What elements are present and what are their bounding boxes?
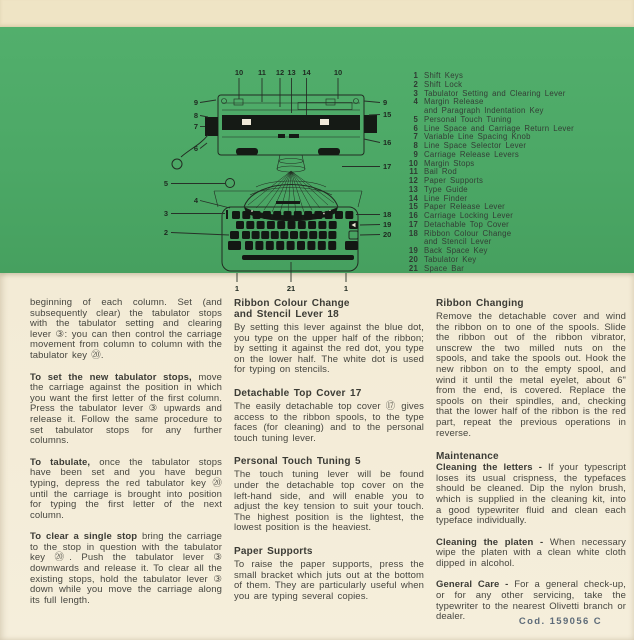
svg-text:9: 9 — [193, 98, 198, 107]
svg-text:7: 7 — [193, 122, 198, 131]
legend-item: 2 Shift Lock — [413, 79, 463, 89]
svg-text:1: 1 — [343, 284, 349, 293]
svg-text:2: 2 — [163, 228, 168, 237]
legend-item: 8 Line Space Selector Lever — [413, 141, 527, 150]
legend-item: 5 Personal Touch Tuning — [413, 114, 512, 124]
svg-text:18: 18 — [383, 210, 392, 219]
legend-item: 20 Tabulator Key — [408, 254, 477, 264]
legend-item: 19 Back Space Key — [408, 246, 488, 255]
legend-item: 1 Shift Keys — [413, 71, 464, 80]
svg-text:5: 5 — [163, 179, 168, 188]
legend-item: 3 Tabulator Setting and Clearing Lever — [413, 88, 566, 98]
paragraph-cleaning-letters: Cleaning the letters - If your typescript loses its usual crispness, the typefaces should be cleaned. Dip the nylon brush, which is supplied in the cleaning kit, into a good typewriter fluid and clean each typeface individually. — [436, 462, 626, 527]
svg-text:4: 4 — [193, 196, 198, 205]
keyboard — [214, 191, 362, 271]
legend-item: 16 Carriage Locking Lever — [408, 211, 514, 220]
legend-item: 17 Detachable Top Cover — [408, 219, 510, 229]
column-tabulator — [30, 298, 222, 617]
legend-item: and Paragraph Indentation Key — [424, 106, 544, 115]
paragraph-paper-supports: To raise the paper supports, press the small bracket which juts out at the bottom of them. They are particularly useful when you are typing several copies. — [234, 558, 424, 602]
legend-item: 18 Ribbon Colour Change — [408, 228, 512, 238]
svg-text:21: 21 — [286, 284, 296, 293]
heading-maintenance: Maintenance — [436, 451, 499, 463]
svg-text:12: 12 — [275, 68, 285, 77]
paragraph-clear-single-stop: To clear a single stop bring the carriage to the stop in question with the tabulator key ⑳. Push the tabulator lever ③ downwards and release it. To clear all the existing stops, hold the tabulator lever ③ down while you move the carriage along its full length. — [30, 531, 223, 606]
legend-item: 14 Line Finder — [408, 193, 468, 203]
callout-leaders-top — [239, 78, 338, 118]
heading-ribbon-changing: Ribbon Changing — [436, 298, 524, 309]
paragraph-personal-touch-tuning: The touch tuning lever will be found under the detachable top cover on the left-hand side, and will enable you to adjust the key tension to suit your touch. The highest position is the lightest, the lowest position is the heaviest. — [234, 469, 424, 534]
heading-paper-supports: Paper Supports — [234, 545, 313, 557]
svg-text:14: 14 — [302, 68, 311, 77]
paragraph-ribbon-colour-change: By setting this lever against the blue dot, you type on the upper half of the ribbon; by setting it against the red dot, you type on the lower half. The white dot is used for typing on stencils. — [234, 322, 424, 376]
paragraph-detachable-top-cover: The easily detachable top cover ⑰ gives access to the ribbon spools, to the type faces (for cleaning) and to the personal touch tuning lever. — [234, 400, 424, 444]
svg-text:3: 3 — [163, 209, 168, 218]
top-paper-strip — [0, 0, 634, 27]
diagram-panel — [0, 27, 634, 293]
legend-item: 10 Margin Stops — [408, 158, 475, 168]
svg-text:10: 10 — [234, 68, 244, 77]
heading-personal-touch-tuning: Personal Touch Tuning 5 — [234, 456, 361, 468]
legend-item: 15 Paper Release Lever — [408, 202, 505, 212]
svg-text:19: 19 — [383, 220, 392, 229]
parts-legend — [403, 71, 631, 272]
footer-code: Cod. 159056 C — [518, 616, 602, 627]
legend-item: 9 Carriage Release Levers — [413, 149, 519, 159]
svg-text:20: 20 — [383, 230, 392, 239]
legend-item: 7 Variable Line Spacing Knob — [413, 132, 531, 142]
legend-item: and Stencil Lever — [424, 237, 492, 247]
paragraph-general-care: General Care - For a general check-up, or for any other servicing, take the typewriter to the nearest Olivetti branch or dealer. — [436, 579, 626, 623]
paragraph-cleaning-platen: Cleaning the platen - When necessary wipe the platen with a clean white cloth dipped in alcohol. — [436, 536, 626, 569]
heading-ribbon-colour-change: Ribbon Colour Change and Stencil Lever 18 — [234, 298, 350, 320]
svg-text:16: 16 — [383, 138, 392, 147]
column-features — [234, 298, 424, 613]
svg-text:15: 15 — [383, 110, 392, 119]
svg-text:8: 8 — [193, 111, 198, 120]
legend-item: 21 Space Bar — [408, 263, 465, 273]
carriage-return-lever — [172, 135, 208, 169]
carriage-assembly — [205, 95, 377, 155]
paragraph-set-tabulator-stops: To set the new tabulator stops, move the carriage against the position in which you want the first letter of the first column. Press the tabulator lever ③ upwards and release it. Follow the same procedure to set tabulator stops for any further columns. — [30, 371, 222, 447]
heading-detachable-top-cover: Detachable Top Cover 17 — [234, 387, 362, 399]
column-maintenance — [436, 298, 626, 634]
paragraph-ribbon-changing: Remove the detachable cover and wind the ribbon on to one of the spools. Slide the ribbon out of the ribbon vibrator, unscrew the two milled nuts on the spools, and take the spools out. Hook the new ribbon on to the empty spool, and wind it until the metal eyelet, about 6" from the end, is covered. Replace the spools on their spindles, and, checking that the lower half of the ribbon is the red part, repeat the previous operations in reverse. — [436, 311, 626, 439]
svg-text:17: 17 — [383, 162, 392, 171]
svg-text:13: 13 — [287, 68, 296, 77]
paragraph-tabulator-intro: beginning of each column. Set (and subsequently clear) the tabulator stops with the tabulator setting and clearing lever ③: you can then control the carriage movement from column to column with the tabulator key ⑳. — [30, 297, 222, 361]
svg-text:6: 6 — [193, 144, 198, 153]
typewriter-diagram — [150, 55, 400, 299]
paragraph-to-tabulate: To tabulate, once the tabulator stops have been set and you have begun typing, depress the red tabulator key ⑳ until the carriage is brought into position for typing the first letter of the next column. — [30, 456, 223, 521]
legend-item: 13 Type Guide — [408, 184, 468, 194]
legend-item: 4 Margin Release — [413, 97, 484, 107]
svg-text:1: 1 — [234, 284, 240, 293]
svg-text:10: 10 — [333, 68, 343, 77]
legend-item: 12 Paper Supports — [408, 176, 484, 185]
legend-item: 6 Line Space and Carriage Return Lever — [413, 123, 574, 133]
svg-text:11: 11 — [258, 68, 266, 77]
legend-item: 11 Bail Rod — [409, 167, 457, 177]
svg-text:9: 9 — [383, 98, 388, 107]
